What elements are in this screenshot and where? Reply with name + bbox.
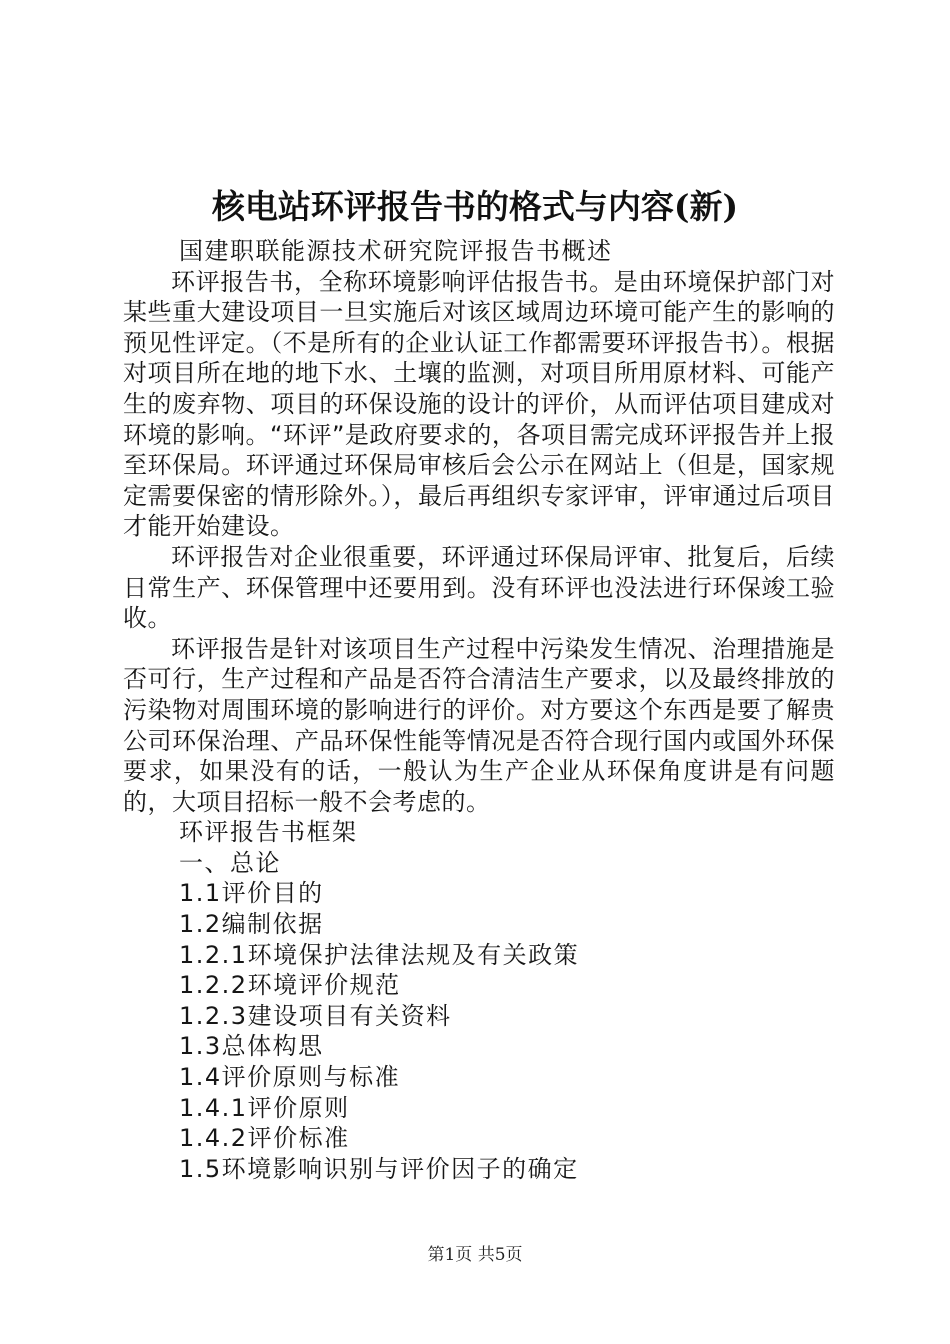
paragraph-content: 环评报告是针对该项目生产过程中污染发生情况、治理措施是否可行，生产过程和产品是否符合清洁生产要求，以及最终排放的污染物对周围环境的影响进行的评价。对方要这个东西是要了解贵公司环保治理、产品环保性能等情况是否符合现行国内或国外环保要求，如果没有的话，一般认为生产企业从环保角度讲是有问题的，大项目招标一般不会考虑的。: [123, 634, 835, 816]
paragraph-importance: 环评报告对企业很重要，环评通过环保局评审、批复后，后续日常生产、环保管理中还要用到。没有环评也没法进行环保竣工验收。: [123, 542, 835, 633]
outline-item: 1.3总体构思: [179, 1032, 324, 1061]
outline-item: 1.5环境影响识别与评价因子的确定: [179, 1154, 579, 1183]
outline-item: 1.1评价目的: [179, 879, 324, 908]
outline-item: 1.4.1评价原则: [179, 1093, 350, 1122]
outline-item: 1.4评价原则与标准: [179, 1063, 401, 1092]
document-title: 核电站环评报告书的格式与内容(新): [211, 187, 739, 226]
page-footer: 第1页 共5页: [427, 1245, 523, 1265]
paragraph-overview: 环评报告书，全称环境影响评估报告书。是由环境保护部门对某些重大建设项目一旦实施后对该区域周边环境可能产生的影响的预见性评定。（不是所有的企业认证工作都需要环评报告书）。根据对项目所在地的地下水、土壤的监测，对项目所用原材料、可能产生的废弃物、项目的环保设施的设计的评价，从而评估项目建成对环境的影响。“环评”是政府要求的，各项目需完成环评报告并上报至环保局。环评通过环保局审核后会公示在网站上（但是，国家规定需要保密的情形除外。），最后再组织专家评审，评审通过后项目才能开始建设。: [123, 267, 835, 541]
outline-item: 一、总论: [179, 848, 281, 877]
outline-item: 1.2.3建设项目有关资料: [179, 1001, 452, 1030]
outline-heading: 环评报告书框架: [179, 818, 358, 847]
document-subtitle: 国建职联能源技术研究院评报告书概述: [179, 237, 613, 265]
outline-item: 1.2.1环境保护法律法规及有关政策: [179, 940, 580, 969]
outline-item: 1.4.2评价标准: [179, 1124, 350, 1153]
outline-item: 1.2编制依据: [179, 910, 324, 939]
document-body: [123, 236, 835, 1184]
outline-item: 1.2.2环境评价规范: [179, 971, 401, 1000]
